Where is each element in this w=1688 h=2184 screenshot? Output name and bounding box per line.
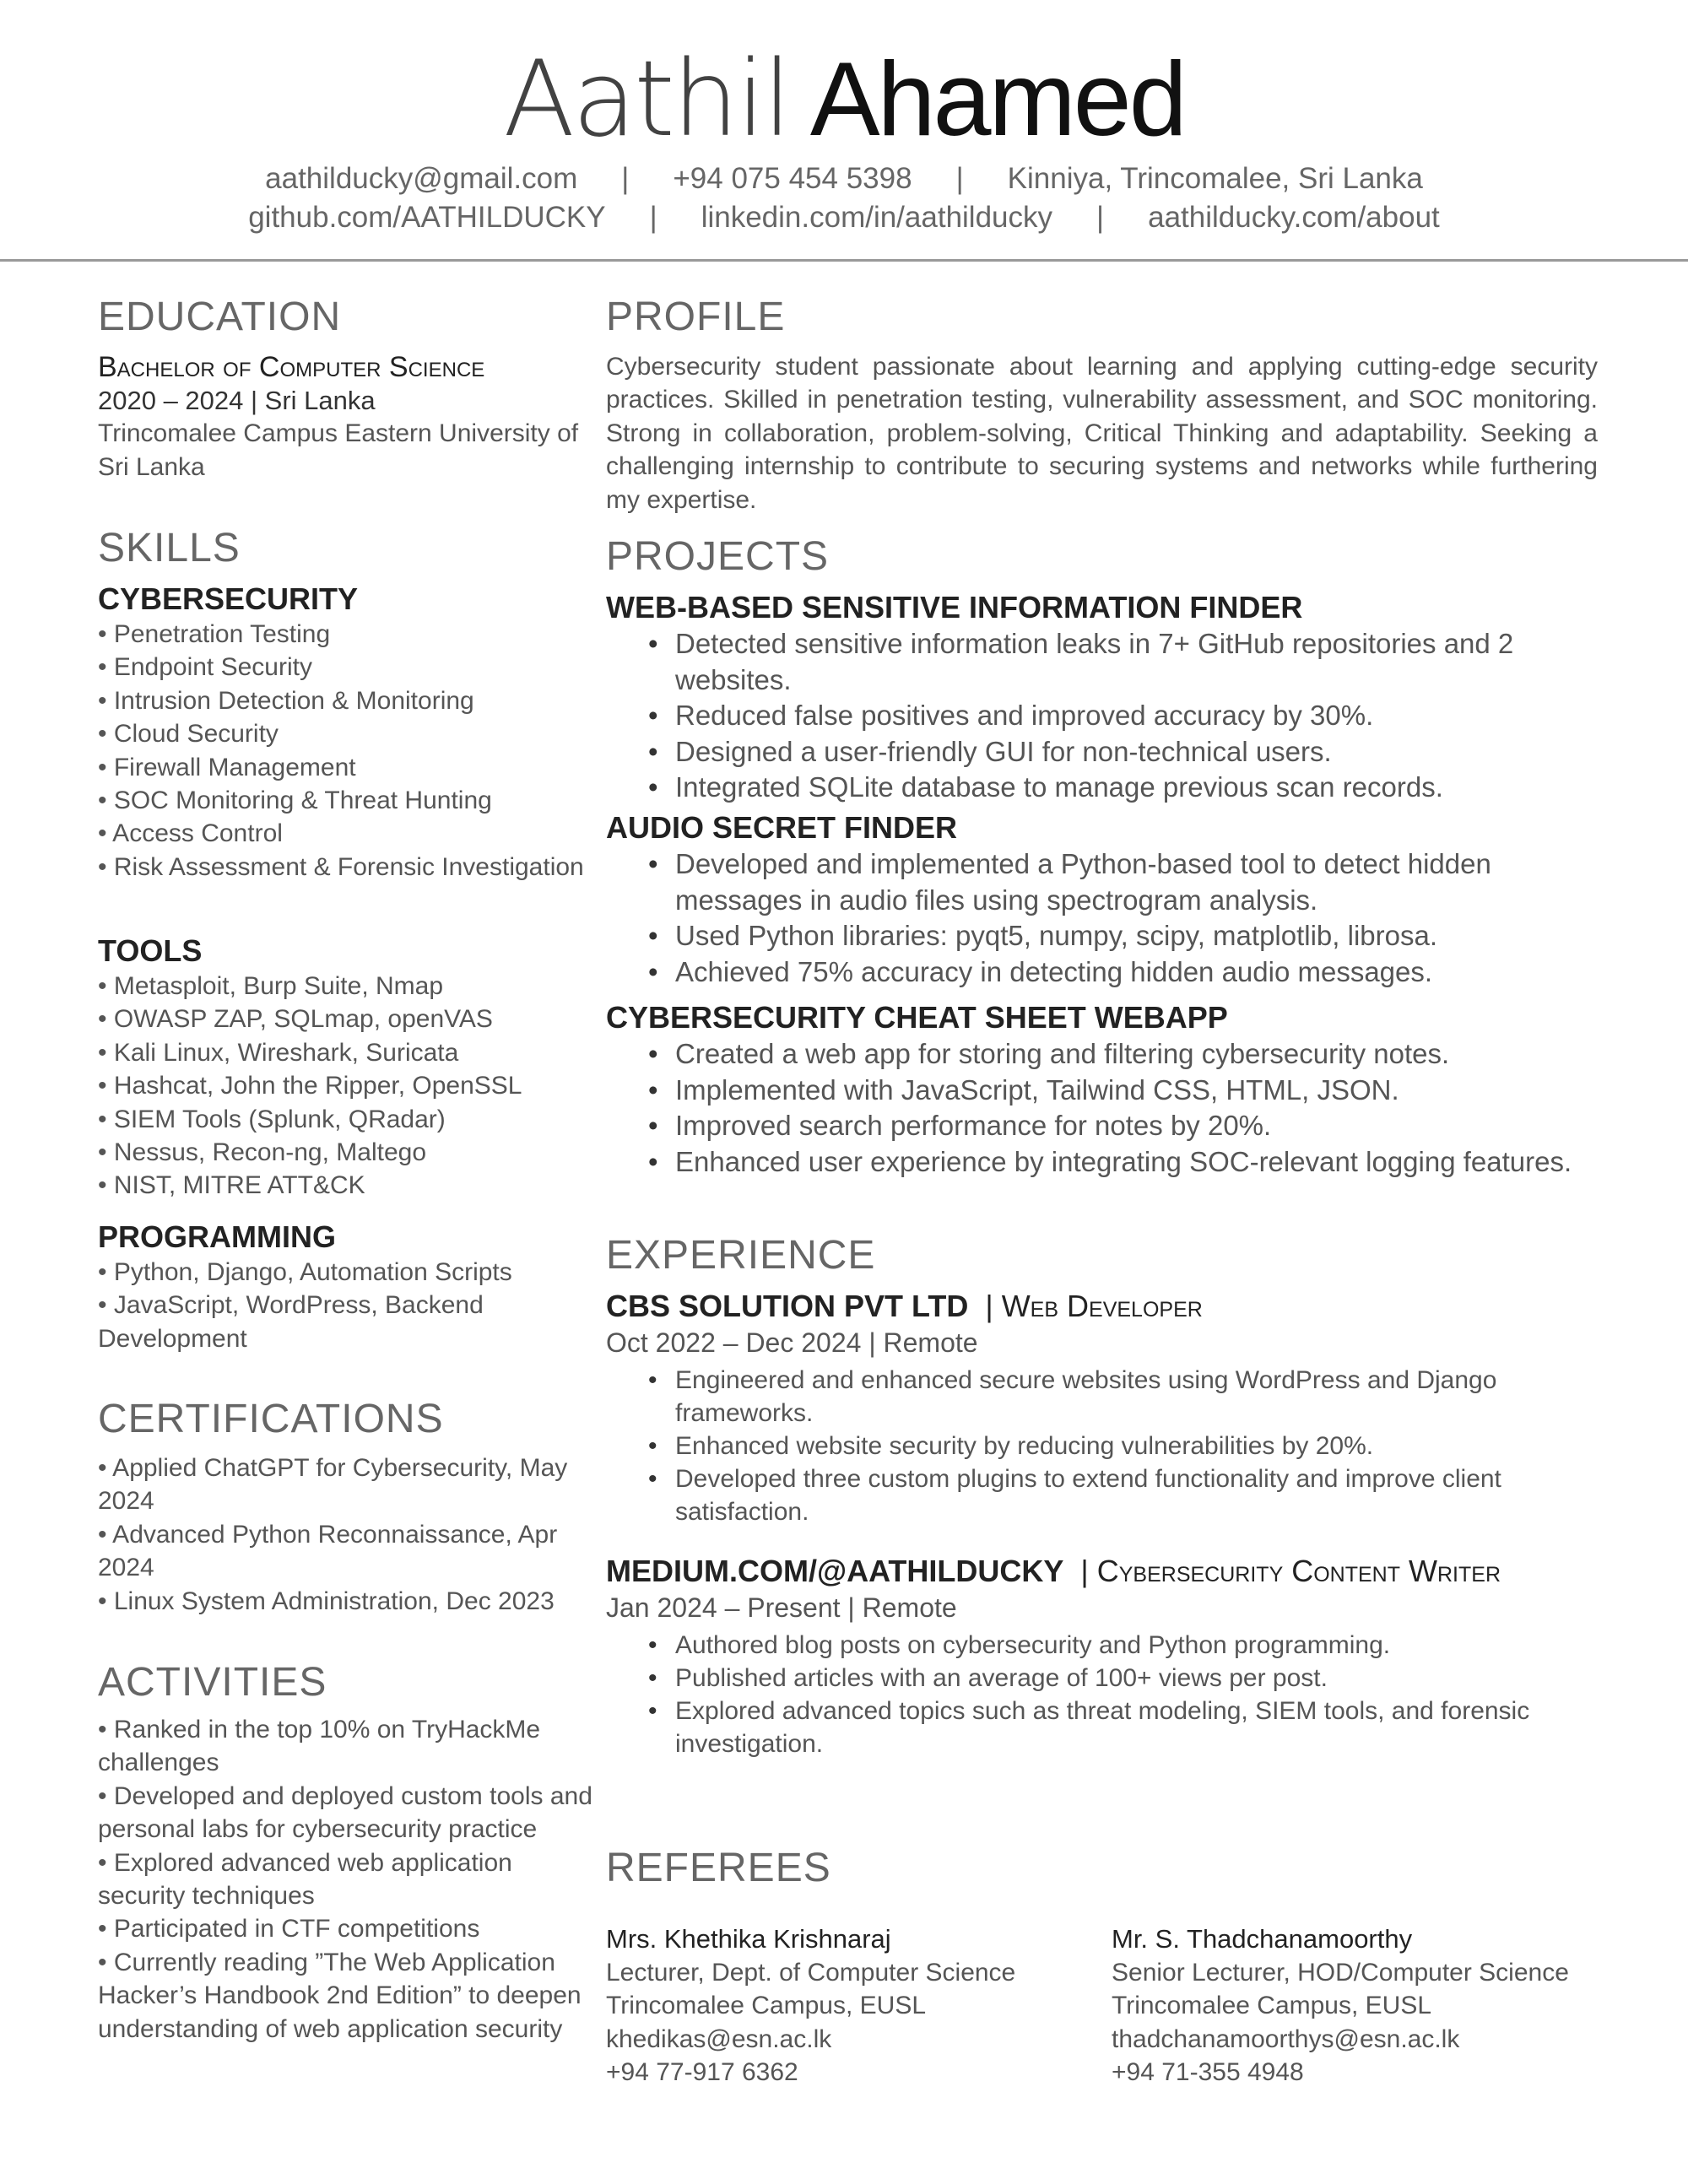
email-link[interactable]: aathilducky@gmail.com [265,162,578,195]
bullet-item: • Improved search performance for notes by 20%. [675,1108,1654,1144]
bullet-item: • Enhanced website security by reducing vulnerabilities by 20%. [675,1430,1519,1462]
referee-org: Trincomalee Campus, EUSL [1112,1992,1432,2020]
certifications-list [98,1451,587,1618]
list-item: • Intrusion Detection & Monitoring [98,686,474,715]
profile-heading: PROFILE [606,295,786,339]
project-2 [606,809,1602,990]
referee-name: Mrs. Khethika Krishnaraj [606,1924,891,1954]
projects-heading: PROJECTS [606,534,830,579]
project-bullets [606,846,1553,990]
bullet-item: • Developed and implemented a Python-based tool to detect hidden messages in audio files using spectrogram analysis. [675,846,1553,918]
referee-2 [1112,1922,1618,2089]
list-item: • Advanced Python Reconnaissance, Apr 2024 [98,1520,558,1582]
skills-group-title: TOOLS [98,933,203,968]
activities-list [98,1713,596,2046]
location: Kinniya, Trincomalee, Sri Lanka [1007,162,1423,195]
bullet-item: • Created a web app for storing and filtering cybersecurity notes. [675,1036,1654,1073]
bullet-item: • Implemented with JavaScript, Tailwind CSS, HTML, JSON. [675,1073,1654,1109]
list-item: • Endpoint Security [98,653,312,682]
skills-list [98,970,596,1203]
role: | Web Developer [985,1289,1203,1323]
project-bullets [606,626,1519,806]
education-heading: EDUCATION [98,295,342,339]
skills-list [98,1256,596,1355]
project-title: CYBERSECURITY CHEAT SHEET WEBAPP [606,1000,1228,1035]
separator: | [1096,201,1105,234]
project-3 [606,999,1602,1180]
skills-group-title: CYBERSECURITY [98,581,359,616]
list-item: • Penetration Testing [98,620,331,648]
experience-dates: Jan 2024 – Present | Remote [606,1592,957,1623]
linkedin-link[interactable]: linkedin.com/in/aathilducky [701,201,1053,234]
header-divider [0,259,1688,262]
phone: +94 075 454 5398 [673,162,912,195]
list-item: • Risk Assessment & Forensic Investigation [98,852,584,881]
bullet-item: • Developed three custom plugins to extend functionality and improve client satisfaction. [675,1462,1519,1528]
list-item: • Currently reading ”The Web Application Hacker’s Handbook 2nd Edition” to deepen understanding of web application security [98,1948,582,2043]
project-title: AUDIO SECRET FINDER [606,810,958,845]
referee-name: Mr. S. Thadchanamoorthy [1112,1924,1413,1954]
project-bullets [606,1036,1654,1180]
list-item: • Explored advanced web application security techniques [98,1848,512,1911]
institution: Trincomalee Campus Eastern University of Sri Lanka [98,419,579,481]
bullet-item: • Achieved 75% accuracy in detecting hidden audio messages. [675,954,1553,991]
first-name: Aathil [503,39,790,160]
list-item: • Python, Django, Automation Scripts [98,1258,512,1286]
list-item: • Participated in CTF competitions [98,1915,480,1943]
skills-list [98,618,596,884]
company: CBS SOLUTION PVT LTD [606,1289,969,1323]
bullet-item: • Engineered and enhanced secure websites using WordPress and Django frameworks. [675,1364,1519,1430]
separator: | [955,162,964,195]
list-item: • Applied ChatGPT for Cybersecurity, May 2024 [98,1454,568,1516]
bullet-item: • Authored blog posts on cybersecurity and Python programming. [675,1629,1553,1662]
skills-group-title: PROGRAMMING [98,1219,336,1254]
website-link[interactable]: aathilducky.com/about [1148,201,1440,234]
list-item: • SOC Monitoring & Threat Hunting [98,787,492,815]
experience-bullets [606,1364,1519,1528]
bullet-item: • Published articles with an average of 100+ views per post. [675,1662,1553,1695]
list-item: • Firewall Management [98,753,356,781]
bullet-item: • Used Python libraries: pyqt5, numpy, scipy, matplotlib, librosa. [675,918,1553,954]
bullet-item: • Explored advanced topics such as threat modeling, SIEM tools, and forensic investigation. [675,1695,1553,1760]
list-item: • Linux System Administration, Dec 2023 [98,1587,555,1615]
separator: | [649,201,657,234]
referee-org: Trincomalee Campus, EUSL [606,1992,927,2020]
referee-phone: +94 77-917 6362 [606,2058,798,2087]
bullet-item: • Detected sensitive information leaks in 7+ GitHub repositories and 2 websites. [675,626,1519,698]
bullet-item: • Designed a user-friendly GUI for non-technical users. [675,734,1519,770]
skills-group-cybersecurity [98,581,596,884]
list-item: • Cloud Security [98,720,279,749]
project-1 [606,589,1602,806]
bullet-item: • Enhanced user experience by integrating SOC-relevant logging features. [675,1144,1654,1181]
bullet-item: • Reduced false positives and improved accuracy by 30%. [675,698,1519,734]
list-item: • Ranked in the top 10% on TryHackMe challenges [98,1716,541,1777]
list-item: • Hashcat, John the Ripper, OpenSSL [98,1072,522,1100]
experience-heading: EXPERIENCE [606,1233,876,1278]
skills-heading: SKILLS [98,526,241,570]
skills-group-tools [98,933,596,1203]
skills-group-programming [98,1219,596,1355]
experience-bullets [606,1629,1553,1760]
list-item: • Nessus, Recon-ng, Maltego [98,1138,427,1167]
referee-position: Lecturer, Dept. of Computer Science [606,1959,1016,1987]
referees-heading: REFEREES [606,1846,831,1890]
education-dates: 2020 – 2024 | Sri Lanka [98,386,376,415]
list-item: • Metasploit, Burp Suite, Nmap [98,972,444,1000]
list-item: • OWASP ZAP, SQLmap, openVAS [98,1005,493,1034]
activities-heading: ACTIVITIES [98,1660,327,1705]
certifications-heading: CERTIFICATIONS [98,1397,444,1441]
contact-line-1 [0,162,1688,196]
experience-1 [606,1288,1602,1528]
referee-phone: +94 71-355 4948 [1112,2058,1304,2087]
role: | Cybersecurity Content Writer [1080,1554,1501,1588]
experience-2 [606,1553,1602,1760]
bullet-item: • Integrated SQLite database to manage previous scan records. [675,770,1519,806]
education-entry [98,350,596,484]
list-item: • Kali Linux, Wireshark, Suricata [98,1038,459,1067]
degree: Bachelor of Computer Science [98,351,485,383]
referee-1 [606,1922,1096,2089]
profile-text: Cybersecurity student passionate about learning and applying cutting-edge security practices. Skilled in penetration testing, vulnerability assessment, and SOC monitoring. Strong in collaboration, problem-solving, Critical Thinking and adaptability. Seeking a challenging internship to contribute to securing systems and networks while furthering my expertise. [606,353,1598,514]
list-item: • SIEM Tools (Splunk, QRadar) [98,1105,446,1133]
project-title: WEB-BASED SENSITIVE INFORMATION FINDER [606,590,1303,624]
referee-position: Senior Lecturer, HOD/Computer Science [1112,1959,1569,1987]
company: MEDIUM.COM/@AATHILDUCKY [606,1554,1064,1588]
list-item: • JavaScript, WordPress, Backend Development [98,1291,484,1353]
separator: | [621,162,630,195]
referee-email[interactable]: thadchanamoorthys@esn.ac.lk [1112,2025,1460,2053]
contact-line-2 [0,201,1688,235]
github-link[interactable]: github.com/AATHILDUCKY [248,201,606,234]
experience-dates: Oct 2022 – Dec 2024 | Remote [606,1327,978,1358]
list-item: • Developed and deployed custom tools and personal labs for cybersecurity practice [98,1781,592,1844]
list-item: • Access Control [98,819,283,848]
referee-email[interactable]: khedikas@esn.ac.lk [606,2025,832,2053]
last-name: Ahamed [809,41,1185,158]
candidate-name [0,41,1688,159]
list-item: • NIST, MITRE ATT&CK [98,1171,365,1200]
